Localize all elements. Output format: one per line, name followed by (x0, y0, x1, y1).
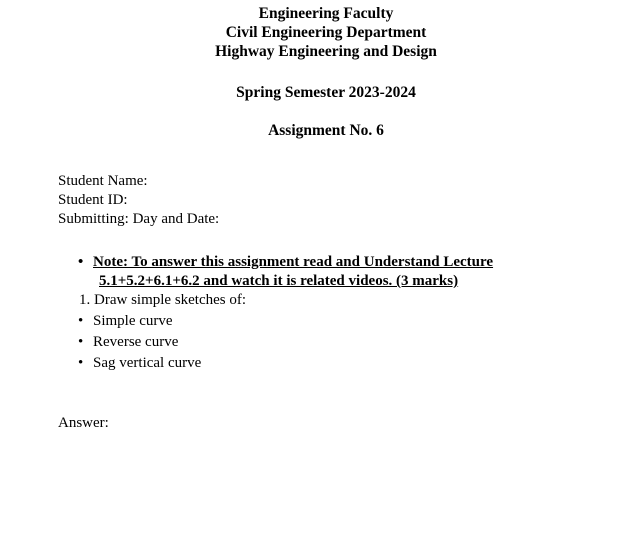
faculty-title: Engineering Faculty (258, 5, 394, 22)
semester-title: Spring Semester 2023-2024 (236, 84, 416, 101)
course-title: Highway Engineering and Design (215, 43, 437, 60)
assignment-title: Assignment No. 6 (268, 122, 384, 139)
note-line-1: Note: To answer this assignment read and Understand Lecture (93, 254, 494, 270)
list-item: Simple curve (93, 313, 173, 329)
note-bullet: • (78, 254, 84, 270)
bullet-icon: • (78, 313, 84, 329)
list-item: Sag vertical curve (93, 355, 202, 371)
student-id-label: Student ID: (58, 192, 128, 208)
department-title: Civil Engineering Department (225, 24, 427, 41)
answer-label: Answer: (58, 415, 109, 431)
student-name-label: Student Name: (58, 173, 148, 189)
note-line-2: 5.1+5.2+6.1+6.2 and watch it is related videos. (3 marks) (99, 273, 459, 289)
list-item: Reverse curve (93, 334, 179, 350)
question-text: 1. Draw simple sketches of: (79, 292, 247, 308)
bullet-icon: • (78, 355, 84, 371)
bullet-icon: • (78, 334, 84, 350)
submitting-label: Submitting: Day and Date: (58, 211, 220, 227)
